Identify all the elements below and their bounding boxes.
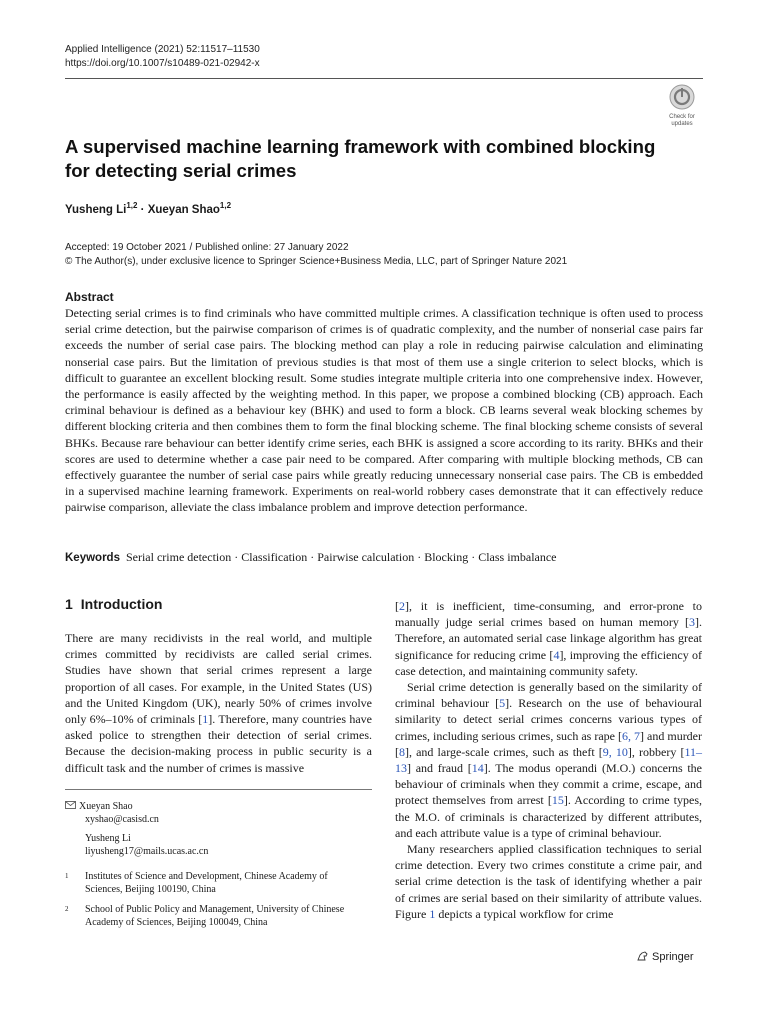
keywords-label: Keywords <box>65 552 120 564</box>
correspondence-block <box>65 800 208 858</box>
section-title: Introduction <box>80 596 163 612</box>
journal-header <box>65 43 260 71</box>
springer-horse-icon <box>637 951 649 961</box>
text-run: ], and large-scale crimes, such as theft [ <box>405 744 603 759</box>
envelope-icon <box>65 800 79 813</box>
update-check-icon <box>669 84 695 110</box>
affiliation-number: 1 <box>65 872 69 880</box>
corresponding-author: Xueyan Shao <box>79 801 133 812</box>
author-separator: · <box>137 203 148 216</box>
citation-link[interactable]: 5 <box>499 696 506 711</box>
abstract-heading: Abstract <box>65 290 114 304</box>
doi-link[interactable]: https://doi.org/10.1007/s10489-021-02942-x <box>65 58 260 69</box>
badge-text-1: Check for <box>669 114 695 120</box>
affiliation <box>65 903 365 929</box>
text-run: ]. According to crime types, the M.O. of criminals is characterized by different attributes, and each attribute value is a type of criminal behaviour. <box>395 793 703 840</box>
badge-text-2: updates <box>671 121 693 127</box>
paragraph <box>395 598 702 679</box>
email-link[interactable]: liyusheng17@mails.ucas.ac.cn <box>85 846 209 857</box>
affiliation <box>65 870 365 896</box>
publication-meta <box>65 241 567 269</box>
text-run: ] and fraud [ <box>407 761 472 776</box>
affiliation-text: School of Public Policy and Management, University of Chinese Academy of Sciences, Beijing 100049, China <box>85 904 345 928</box>
text-run: There are many recidivists in the real world, and multiple crimes committed by recidivists are called serial crimes. Studies have shown that serial crimes represent a large proportion of all cases. For example, in the United States (US) and the United Kingdom (UK), nearly 50% of crimes involve only 6%–10% of criminals [ <box>65 631 372 727</box>
author-name[interactable]: Xueyan Shao <box>147 203 220 216</box>
coauthor-name: Yusheng Li <box>85 833 131 844</box>
text-run: [ <box>395 599 399 613</box>
publisher-logo <box>637 951 694 963</box>
section-heading <box>65 596 162 612</box>
text-run: ]. The modus operandi (M.O.) concerns the behaviour of criminals when they commit a crime, escape, and protect themselves from arrest [ <box>395 761 703 808</box>
right-column <box>395 598 702 922</box>
check-for-updates-badge[interactable] <box>662 84 702 127</box>
author-name[interactable]: Yusheng Li <box>65 203 127 216</box>
text-run: ], improving the efficiency of case detection, and maintaining community safety. <box>395 647 702 678</box>
header-rule <box>65 78 703 79</box>
text-run: Many researchers applied classification techniques to serial crime detection. Every two crimes constitute a crime pair, and serial crime detection is the task of identifying whether a pair of crimes are serial based on their similarity of attribute values. Figure <box>395 842 702 921</box>
abstract-text: Detecting serial crimes is to find criminals who have committed multiple crimes. A classification technique is often used to process serial crime detection, but the pairwise comparison of crimes is of quadratic complexity, and the number of nonserial case pairs far exceeds the number of serial case pairs. The blocking method can play a role in reducing pairwise calculation and eliminating nonserial case pairs. But the limitation of previous studies is that most of them use a single criterion to select blocks, which is difficult to guarantee an excellent blocking result. Some studies integrate multiple criteria into one comprehensive index. However, the performance is easily affected by the weighting method. In this paper, we propose a combined blocking (CB) approach. Each criminal behaviour is defined as a behaviour key (BHK) and used to form a block. CB learns several weak blocking schemes by different blocking criteria and then combines them to form the final blocking scheme. The final blocking scheme consists of several BHKs. Because rare behaviour can better identify crime series, each BHK is assigned a score according to its rarity. BHKs and their scores are used to determine whether a case pair need to be compared. After comparing with multiple blocking methods, CB can effectively guarantee the number of serial case pairs while greatly reducing unnecessary nonserial case pairs. The CB is embedded in a supervised machine learning framework. Experiments on real-world robbery cases demonstrate that it can effectively reduce pairwise comparison, alleviate the class imbalance problem and improve detection performance. <box>65 306 703 515</box>
citation-link[interactable]: 1 <box>202 712 209 727</box>
paragraph <box>395 679 702 841</box>
keywords <box>65 550 557 565</box>
text-run: ] and murder [ <box>395 728 703 759</box>
citation-link[interactable]: 2 <box>399 599 405 613</box>
text-run: ], it is inefficient, time-consuming, and error-prone to manually judge serial crimes based on human memory [ <box>395 599 702 630</box>
publication-dates: Accepted: 19 October 2021 / Published online: 27 January 2022 <box>65 242 349 253</box>
publisher-name: Springer <box>652 951 694 963</box>
citation-link[interactable]: 14 <box>471 761 484 776</box>
affiliation-text: Institutes of Science and Development, Chinese Academy of Sciences, Beijing 100190, China <box>85 871 328 895</box>
text-run: ], robbery [ <box>627 744 685 759</box>
citation-link[interactable]: 4 <box>553 647 560 662</box>
email-link[interactable]: xyshao@casisd.cn <box>85 814 159 825</box>
citation-link[interactable]: 15 <box>551 793 564 808</box>
citation-link[interactable]: 8 <box>399 744 405 759</box>
text-run: ]. Therefore, an automated serial case linkage algorithm has great significance for reducing crime [ <box>395 615 702 662</box>
section-number: 1 <box>65 596 73 612</box>
author-affil-sup: 1,2 <box>219 201 232 210</box>
left-column <box>65 630 372 776</box>
citation-link[interactable]: 9, 10 <box>602 744 628 759</box>
figure-link[interactable]: 1 <box>429 906 436 921</box>
citation-link[interactable]: 11–13 <box>395 744 702 776</box>
keywords-text: Serial crime detection · Classification · Pairwise calculation · Blocking · Class imbalance <box>125 550 557 564</box>
paragraph <box>395 841 702 922</box>
journal-citation: Applied Intelligence (2021) 52:11517–11530 <box>65 44 260 55</box>
copyright-line: © The Author(s), under exclusive licence to Springer Science+Business Media, LLC, part of Springer Nature 2021 <box>65 256 568 267</box>
footnote-rule <box>65 789 372 790</box>
author-affil-sup: 1,2 <box>126 201 138 210</box>
author-list <box>65 201 231 216</box>
citation-link[interactable]: 3 <box>689 615 695 630</box>
text-run: ]. Research on the use of behavioural similarity to detect serial crimes concerns various types of crimes, including serious crimes, such as rape [ <box>395 696 702 743</box>
text-run: depicts a typical workflow for crime <box>435 906 614 921</box>
text-run: ]. Therefore, many countries have asked police to strengthen their detection of serial crimes. Because the decision-making process in public security is a difficult task and the number of crimes is massive <box>65 712 372 775</box>
affiliation-number: 2 <box>65 905 69 913</box>
paper-title: A supervised machine learning framework with combined blocking for detecting serial crimes <box>65 136 656 181</box>
paragraph <box>65 630 372 776</box>
citation-link[interactable]: 6, 7 <box>622 728 641 743</box>
text-run: Serial crime detection is generally based on the similarity of criminal behaviour [ <box>395 680 702 711</box>
